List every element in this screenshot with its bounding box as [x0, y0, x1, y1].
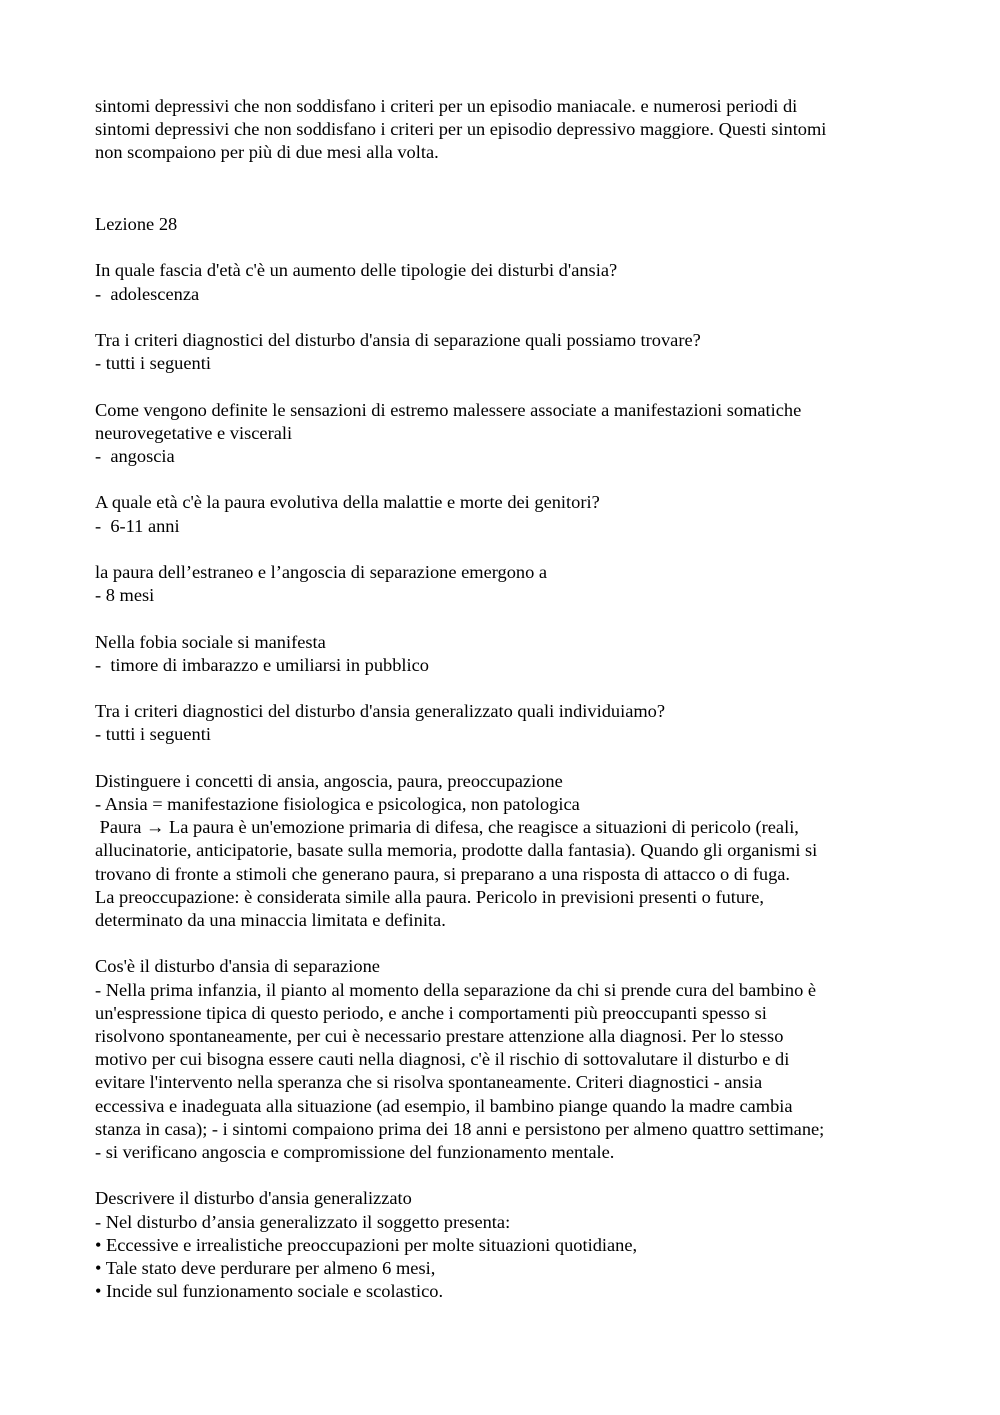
question-text: Come vengono definite le sensazioni di estremo malessere associate a manifestazioni somatiche: [95, 399, 802, 420]
answer-text: evitare l'intervento nella speranza che si risolva spontaneamente. Criteri diagnostici - ansia: [95, 1072, 763, 1093]
answer-text: - timore di imbarazzo e umiliarsi in pubblico: [95, 654, 430, 675]
answer-text: risolvono spontaneamente, per cui è necessario prestare attenzione alla diagnosi. Per lo stesso: [95, 1025, 784, 1046]
answer-text: - angoscia: [95, 445, 175, 466]
intro-line: non scompaiono per più di due mesi alla volta.: [95, 142, 439, 163]
qa-item: [95, 259, 910, 305]
qa-item: [95, 329, 910, 375]
qa-item: [95, 955, 910, 1164]
answer-text: stanza in casa); - i sintomi compaiono prima dei 18 anni e persistono per almeno quattro settimane;: [95, 1118, 825, 1139]
answer-text: determinato da una minaccia limitata e definita.: [95, 909, 446, 930]
document-page: [95, 95, 910, 1303]
answer-text: La preoccupazione: è considerata simile alla paura. Pericolo in previsioni presenti o future,: [95, 886, 764, 907]
intro-line: sintomi depressivi che non soddisfano i criteri per un episodio depressivo maggiore. Questi sintomi: [95, 119, 827, 140]
answer-text: allucinatorie, anticipatorie, basate sulla memoria, prodotte dalla fantasia). Quando gli organismi si: [95, 840, 818, 861]
question-text: la paura dell’estraneo e l’angoscia di separazione emergono a: [95, 561, 548, 582]
question-text: Tra i criteri diagnostici del disturbo d'ansia di separazione quali possiamo trovare?: [95, 329, 701, 350]
question-text: neurovegetative e viscerali: [95, 422, 293, 443]
bullet-item: • Eccessive e irrealistiche preoccupazioni per molte situazioni quotidiane,: [95, 1234, 638, 1255]
question-text: Distinguere i concetti di ansia, angoscia, paura, preoccupazione: [95, 770, 563, 791]
answer-text: eccessiva e inadeguata alla situazione (ad esempio, il bambino piange quando la madre cambia: [95, 1095, 793, 1116]
question-text: A quale età c'è la paura evolutiva della malattie e morte dei genitori?: [95, 492, 600, 513]
lesson-title: Lezione 28: [95, 214, 178, 234]
qa-item: [95, 770, 910, 932]
answer-text: motivo per cui bisogna essere cauti nella diagnosi, c'è il rischio di sottovalutare il disturbo e di: [95, 1049, 790, 1070]
intro-paragraph: [95, 95, 910, 165]
bullet-item: • Incide sul funzionamento sociale e scolastico.: [95, 1281, 444, 1302]
bullet-item: • Tale stato deve perdurare per almeno 6 mesi,: [95, 1257, 436, 1278]
answer-text: - Nella prima infanzia, il pianto al momento della separazione da chi si prende cura del bambino è: [95, 979, 817, 1000]
answer-text: - tutti i seguenti: [95, 724, 211, 745]
qa-item: [95, 631, 910, 677]
answer-text: - adolescenza: [95, 283, 200, 304]
answer-text: - si verificano angoscia e compromissione del funzionamento mentale.: [95, 1141, 615, 1162]
question-text: Descrivere il disturbo d'ansia generalizzato: [95, 1188, 412, 1209]
question-text: Nella fobia sociale si manifesta: [95, 631, 326, 652]
qa-item: [95, 700, 910, 746]
answer-text: - Ansia = manifestazione fisiologica e psicologica, non patologica: [95, 793, 580, 814]
answer-text: - 8 mesi: [95, 585, 155, 606]
question-text: Tra i criteri diagnostici del disturbo d'ansia generalizzato quali individuiamo?: [95, 701, 666, 722]
qa-item: [95, 1187, 910, 1303]
answer-text: - tutti i seguenti: [95, 353, 211, 374]
answer-text: - 6-11 anni: [95, 515, 180, 536]
answer-text: un'espressione tipica di questo periodo, e anche i comportamenti più preoccupanti spesso si: [95, 1002, 767, 1023]
answer-text: - Nel disturbo d’ansia generalizzato il soggetto presenta:: [95, 1211, 511, 1232]
intro-line: sintomi depressivi che non soddisfano i criteri per un episodio maniacale. e numerosi periodi di: [95, 96, 798, 116]
answer-text: Paura → La paura è un'emozione primaria di difesa, che reagisce a situazioni di pericolo (reali,: [95, 817, 799, 838]
answer-text: trovano di fronte a stimoli che generano paura, si preparano a una risposta di attacco o di fuga.: [95, 863, 791, 884]
question-text: In quale fascia d'età c'è un aumento delle tipologie dei disturbi d'ansia?: [95, 260, 618, 281]
question-text: Cos'è il disturbo d'ansia di separazione: [95, 956, 380, 977]
qa-item: [95, 561, 910, 607]
qa-item: [95, 399, 910, 469]
qa-item: [95, 491, 910, 537]
